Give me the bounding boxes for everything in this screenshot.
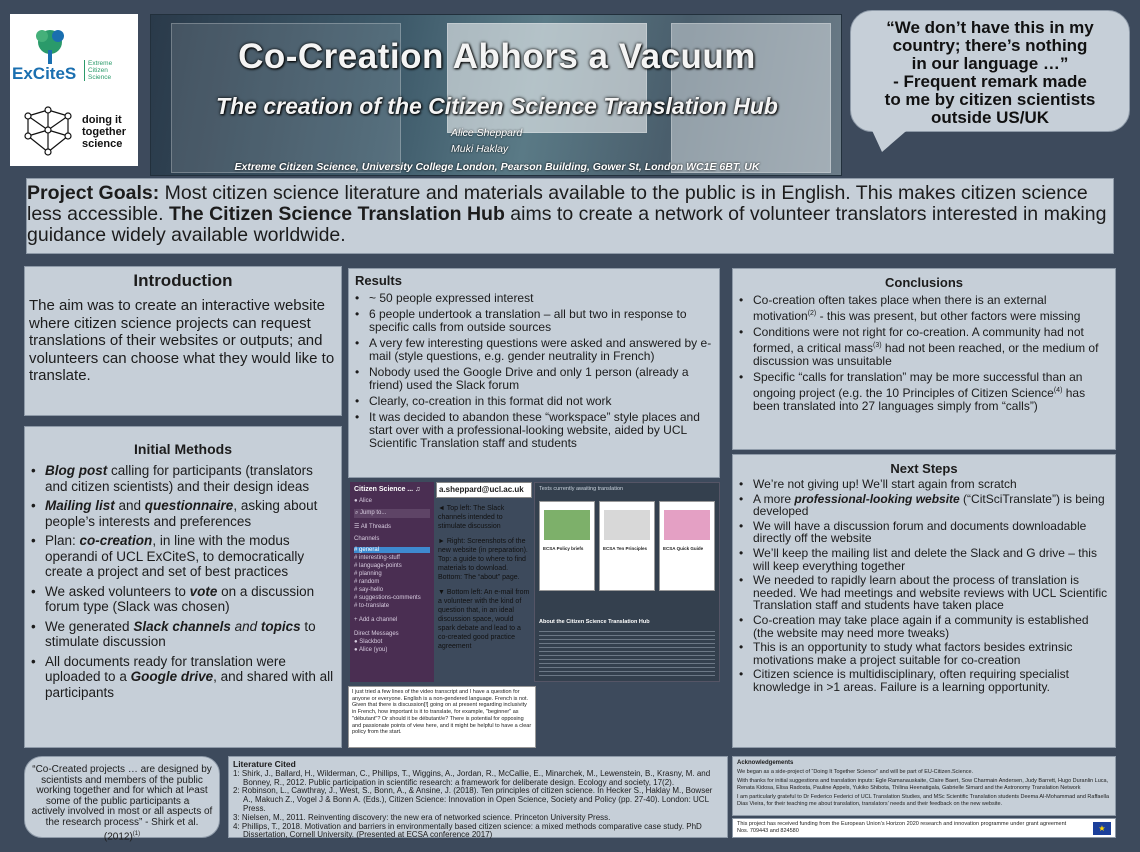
slack-channels-label: Channels: [354, 536, 380, 542]
funding-notice: [732, 818, 1116, 838]
logo-panel: [10, 14, 138, 166]
slack-screenshot: [350, 482, 434, 682]
list-item: • Plan: co-creation, in line with the modus operandi of UCL ExCiteS, to democratically create a project and set of best practices: [31, 533, 335, 580]
quote-line: - Frequent remark made: [893, 72, 1087, 91]
screenshot-caption: ◄ Top left: The Slack channels intended to stimulate discussion ► Right: Screenshots of the new website (in preparation). Top: a guide to where to find materials to download. Bottom: The “about” page. ▼ Bottom left: An e-mail from a volunteer with the kind of question that, in an ideal discussion space, would spark debate and lead to a co-created good practice agreement: [438, 505, 530, 650]
slack-channel: # to-translate: [354, 603, 390, 609]
reference: 1: Shirk, J., Ballard, H., Wilderman, C., Phillips, T., Wiggins, A., Jordan, R., McCallie, E., Minarchek, M., Lewenstein, B., Krasny, M. and Bonney, R., 2012. Public participation in scientific research: a framework for deliberate design. Ecology and society, 17(2).: [233, 768, 711, 787]
slack-channel: # say-hello: [354, 587, 384, 593]
list-item: • This is an opportunity to study what factors besides extrinsic motivations make a project suitable for co-creation: [739, 641, 1109, 666]
speech-bubble-tail: [870, 126, 912, 152]
slack-channel: # planning: [354, 571, 382, 577]
list-item: • A very few interesting questions were asked and answered by e-mail (style questions, e.g. gender neutrality in French): [355, 337, 713, 363]
slack-channel: # language-points: [354, 563, 402, 569]
slack-channel: # random: [354, 579, 380, 585]
quote-line: “We don’t have this in my: [886, 18, 1094, 37]
introduction-text: The aim was to create an interactive website where citizen science projects can request translations of their websites or outputs; and volunteers can choose what they would like to translate.: [29, 297, 335, 384]
section-heading: Introduction: [133, 271, 233, 290]
website-card: ECSA Policy briefs: [539, 501, 595, 591]
quote-bubble-tail: [190, 790, 210, 810]
next-steps-section: [732, 454, 1116, 748]
section-heading: Next Steps: [890, 461, 958, 476]
slack-dm: ● Slackbot: [354, 639, 383, 645]
author-name: Alice Sheppard: [451, 127, 523, 139]
bell-icon: ♫: [415, 486, 421, 493]
slack-channel: # suggestions-comments: [354, 595, 421, 601]
ack-text: I am particularly grateful to Dr Federico Federici of UCL Translation Studies, and MSc Scientific Translation students Deema Al-Mohammad and Raffaella Dias Vieira, for their teaching me about translation, translators’ needs and their feedback on the new website.: [737, 794, 1110, 807]
slack-jump: ⌕ Jump to...: [354, 509, 430, 518]
goals-text: Most citizen science literature and materials available to the public is in English. This makes citizen science less accessible.: [27, 182, 1088, 225]
dit-logo-text: doing it together science: [82, 114, 126, 150]
goals-text: aims to create a network of volunteer translators interested in making guidance widely available worldwide.: [27, 203, 1107, 246]
list-item: • Conditions were not right for co-creation. A community had not formed, a critical mass$^{(3)}$ had not been reached, or the medium of discussion was unsuitable: [739, 326, 1109, 368]
title-banner: [150, 14, 842, 176]
volunteer-email: I just tried a few lines of the video transcript and I have a question for anyone or everyone. English is a non-gendered language. French is not. Given that there is discussion[!] going on at present regarding inclusivity in French, how important is it to translate, for example, "beginner" as "débutant"? Or should it be débutant/e? There is potential for opposing and passionate points of view here, and it might be helpful to have a clear policy from the start.: [348, 686, 536, 748]
list-item: • Co-creation may take place again if a community is established (the website may need more tweaks): [739, 614, 1109, 639]
list-item: • We’ll keep the mailing list and delete the Slack and G drive – this will keep everything together: [739, 547, 1109, 572]
slack-add-channel: + Add a channel: [354, 617, 398, 623]
website-card: ECSA Ten Principles: [599, 501, 655, 591]
goals-hub-name: The Citizen Science Translation Hub: [168, 203, 505, 225]
quote-line: in our language …”: [911, 54, 1069, 73]
literature-cited: [228, 756, 728, 838]
goals-label: Project Goals:: [27, 182, 160, 204]
section-heading: Literature Cited: [233, 759, 296, 769]
eu-flag-icon: ★: [1093, 822, 1111, 835]
funding-text: This project has received funding from the European Union’s Horizon 2020 research and innovation programme under grant agreement Nos. 709443 and 824580: [737, 821, 1067, 834]
quote-line: to me by citizen scientists: [884, 90, 1096, 109]
slack-all-threads: ☰ All Threads: [354, 524, 391, 530]
list-item: • We needed to rapidly learn about the process of translation is needed. We had meetings and website reviews with UCL Scientific Translation staff and students have taken place: [739, 574, 1109, 612]
speech-bubble-quote: [850, 10, 1130, 132]
website-text-lines: [539, 631, 715, 677]
introduction-section: [24, 266, 342, 416]
excites-tagline: Extreme Citizen Science: [84, 60, 112, 81]
list-item: • A more professional-looking website (“CitSciTranslate”) is being developed: [739, 493, 1109, 518]
excites-logo-text: ExCiteS: [12, 64, 77, 83]
section-heading: Initial Methods: [134, 441, 232, 457]
affiliation: Extreme Citizen Science, University College London, Pearson Building, Gower St, London WC1E 6BT, UK: [234, 161, 760, 173]
section-heading: Results: [355, 273, 402, 288]
poster-subtitle: The creation of the Citizen Science Translation Hub: [216, 93, 778, 119]
list-item: • Clearly, co-creation in this format did not work: [355, 395, 713, 408]
reference: 4: Phillips, T., 2018. Motivation and barriers in environmentally based citizen science: a mixed methods comparative case study. PhD Dissertation, Cornell University. (Presented at ECSA conference 2017): [233, 821, 702, 840]
website-header: Texts currently awaiting translation: [539, 486, 624, 492]
quote-line: country; there’s nothing: [892, 36, 1088, 55]
list-item: • Citizen science is multidisciplinary, often requiring specialist knowledge in >1 areas. Failure is a learning opportunity.: [739, 668, 1109, 693]
slack-channel: # interesting-stuff: [354, 555, 400, 561]
project-goals: [26, 178, 1114, 254]
list-item: • Mailing list and questionnaire, asking about people’s interests and preferences: [31, 498, 335, 529]
list-item: • 6 people undertook a translation – all but two in response to specific calls from outside sources: [355, 308, 713, 334]
section-heading: Conclusions: [884, 275, 963, 290]
quote-line: outside US/UK: [930, 108, 1050, 127]
results-section: [348, 268, 720, 478]
list-item: • We asked volunteers to vote on a discussion forum type (Slack was chosen): [31, 584, 335, 615]
website-card: ECSA Quick Guide: [659, 501, 715, 591]
slack-user: ● Alice: [354, 498, 372, 504]
slack-dm: ● Alice (you): [354, 647, 388, 653]
contact-email: a.sheppard@ucl.ac.uk: [436, 482, 532, 498]
initial-methods-section: [24, 426, 342, 748]
quote-ref: (1): [132, 830, 141, 837]
list-item: • Nobody used the Google Drive and only 1 person (already a friend) used the Slack forum: [355, 366, 713, 392]
acknowledgements: [732, 756, 1116, 816]
list-item: • Co-creation often takes place when there is an external motivation$^{(2)}$ - this was present, but other factors were missing: [739, 294, 1109, 323]
conclusions-section: [732, 268, 1116, 450]
ack-text: With thanks for initial suggestions and translation inputs: Egle Ramanauskaite, Claire Baert, Sow Charmain Andersen, Judy Barrett, Hugo Duranlin Luca, Renata Kidosa, Elisa Radosta, Pauline Appels, Yukiko Shibota, Thilina Heenatigala, Gabrielle Simard and the Astronomy Translation Network: [737, 778, 1109, 791]
reference: 2: Robinson, L., Cawthray, J., West, S., Bonn, A., & Ansine, J. (2018). Ten principles of citizen science. In Hecker S., Haklay M., Bowser A., Makuch Z., Vogel J & Bonn A. (Eds.), Citizen Science: Innovation in Open Science, Society and Policy (pp. 27-40). London: UCL Press.: [233, 786, 713, 813]
poster-title: Co-Creation Abhors a Vacuum: [238, 37, 756, 76]
ack-text: We began as a side-project of “Doing It Together Science” and will be part of EU-Citizen.Science.: [737, 768, 974, 775]
list-item: • We will have a discussion forum and documents downloadable directly off the website: [739, 520, 1109, 545]
website-screenshot: [534, 482, 720, 682]
author-name: Muki Haklay: [451, 143, 509, 155]
section-heading: Acknowledgements: [737, 760, 794, 766]
dit-network-icon: [20, 106, 76, 158]
website-about-heading: About the Citizen Science Translation Hub: [539, 619, 650, 625]
reference: 3: Nielsen, M., 2011. Reinventing discovery: the new era of networked science. Princeton University Press.: [233, 812, 611, 822]
quote-text: “Co-Created projects … are designed by scientists and members of the public working together and for which at least some of the public participants are actively involved in most or all aspects of the research process” - Shirk et al. (2012): [31, 764, 213, 842]
slack-workspace-name: Citizen Science ...: [354, 486, 416, 493]
list-item: • It was decided to abandon these “workspace” style places and start over with a professional-looking website, aided by UCL Scientific Translation staff and students: [355, 411, 713, 450]
slack-channel: # general: [354, 547, 430, 553]
list-item: • We’re not giving up! We’ll start again from scratch: [739, 478, 1109, 491]
list-item: • Specific “calls for translation” may be more successful than an ongoing project (e.g. the 10 Principles of Citizen Science$^{(4)}$ has been translated into 27 languages simply from “calls”): [739, 371, 1109, 413]
list-item: • Blog post calling for participants (translators and citizen scientists) and their design ideas: [31, 463, 335, 494]
list-item: • All documents ready for translation were uploaded to a Google drive, and shared with all participants: [31, 654, 335, 701]
list-item: • ~ 50 people expressed interest: [355, 292, 713, 305]
list-item: • We generated Slack channels and topics to stimulate discussion: [31, 619, 335, 650]
slack-dm-label: Direct Messages: [354, 631, 399, 637]
